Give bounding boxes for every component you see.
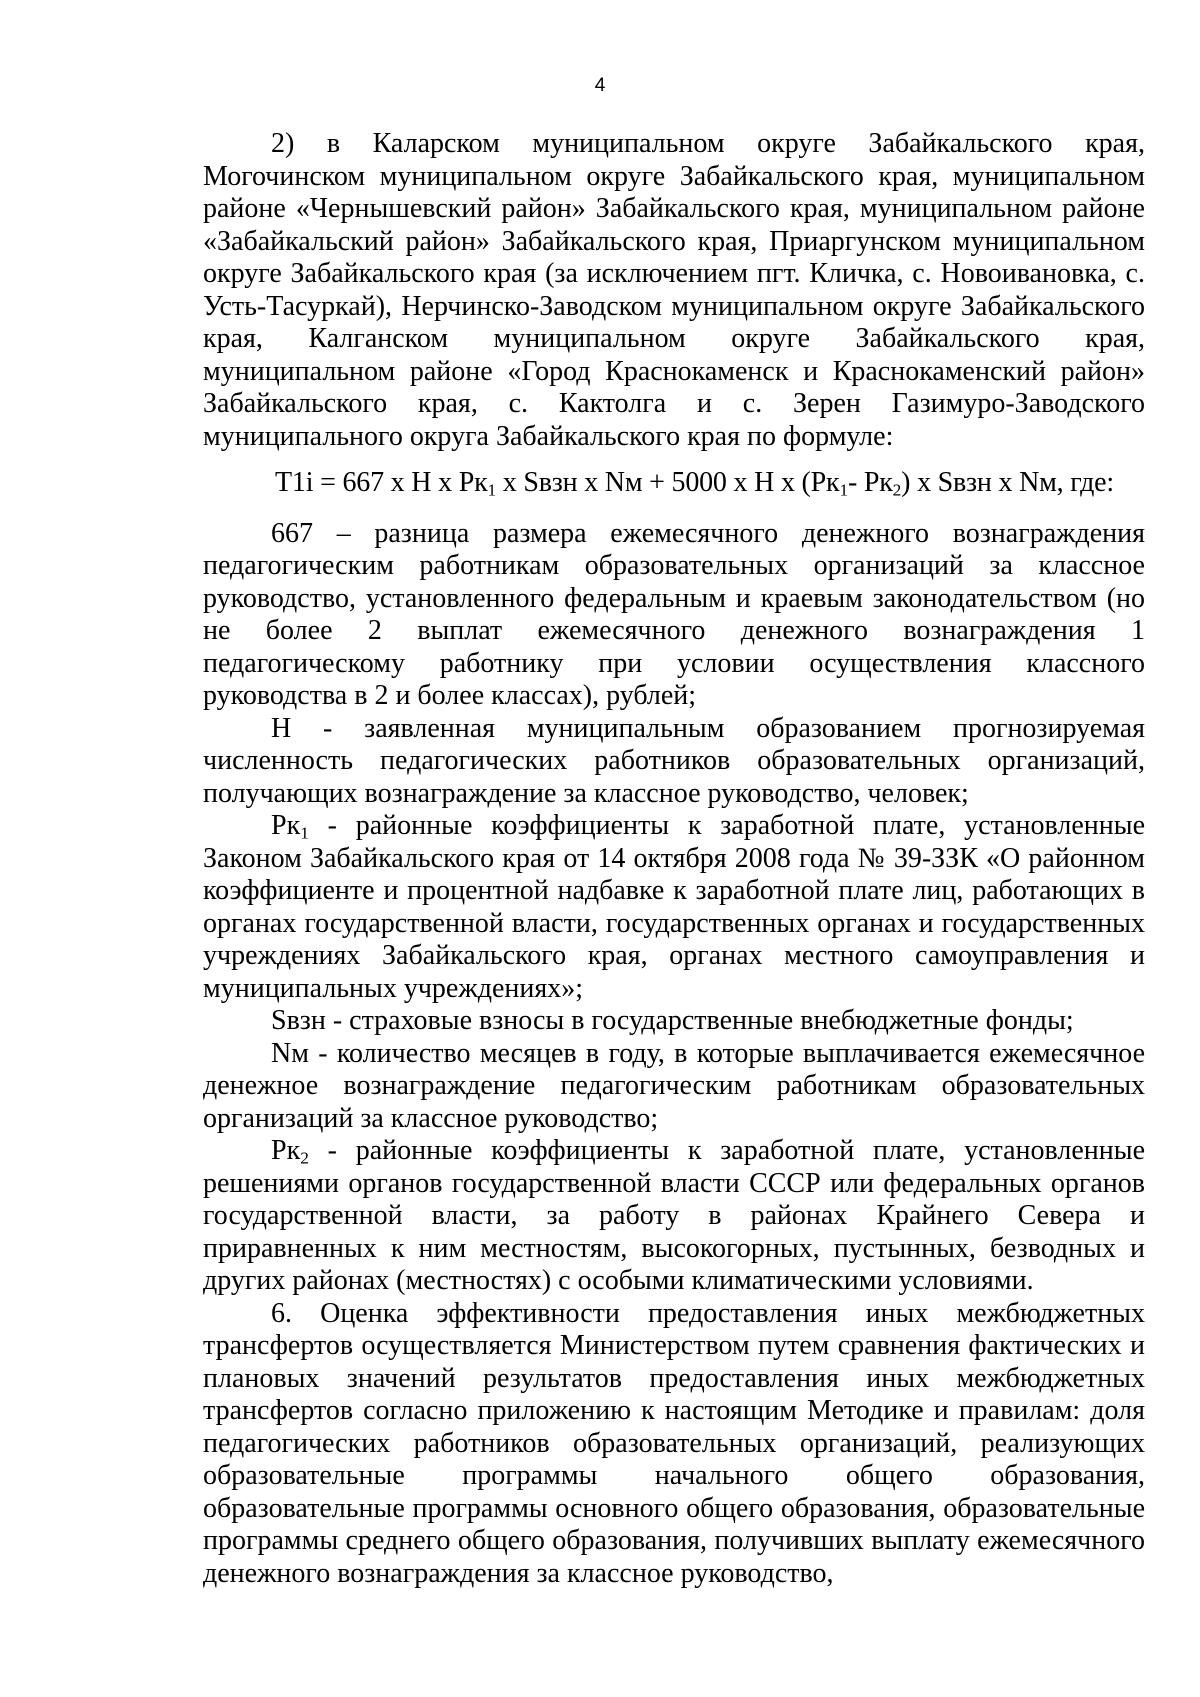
- definition-svzn: Sвзн - страховые взносы в государственные внебюджетные фонды;: [271, 1005, 1074, 1036]
- section-6-paragraph: 6. Оценка эффективности предоставления иных межбюджетных трансфертов осуществляется Министерством путем сравнения фактических и плановых значений результатов предоставления иных межбюджетных трансфертов согласно приложению к настоящим Методике и правилам: доля педагогических работников образовательных организаций, реализующих образовательные программы начального общего образования, образовательные программы основного общего образования, образовательные программы среднего общего образования, получивших выплату ежемесячного денежного вознаграждения за классное руководство,: [203, 1297, 1145, 1589]
- formula-part-3: - Pк: [847, 467, 893, 498]
- document-body: [203, 128, 1145, 1590]
- definition-pk2-symbol: Pк: [271, 1135, 301, 1166]
- page-number: 4: [594, 75, 606, 96]
- definition-667: 667 – разница размера ежемесячного денежного вознаграждения педагогическим работникам образовательных организаций за классное руководство, установленного федеральным и краевым законодательством (но не более 2 выплат ежемесячного денежного вознаграждения 1 педагогическому работнику при условии осуществления классного руководства в 2 и более классах), рублей;: [203, 517, 1145, 711]
- formula-part-2: x Sвзн x Nм + 5000 x H x (Pк: [495, 467, 840, 498]
- formula-t1i: [203, 467, 1145, 500]
- definition-nm: Nм - количество месяцев в году, в которые выплачивается ежемесячное денежное вознаграждение педагогическим работникам образовательных организаций за классное руководство;: [203, 1037, 1145, 1134]
- formula-subscript-2: 1: [839, 480, 848, 500]
- definition-pk1-symbol: Pк: [271, 810, 301, 841]
- formula-subscript-3: 2: [892, 480, 902, 500]
- definition-pk2-subscript: 2: [300, 1148, 309, 1168]
- definition-h: H - заявленная муниципальным образованием прогнозируемая численность педагогических работников образовательных организаций, получающих вознаграждение за классное руководство, человек;: [203, 712, 1145, 809]
- formula-part-4: ) x Sвзн x Nм, где:: [901, 467, 1114, 498]
- formula-part-1: T1i = 667 x H x Pк: [275, 467, 488, 498]
- definition-pk2-text: - районные коэффициенты к заработной плате, установленные решениями органов государственной власти СССР или федеральных органов государственной власти, за работу в районах Крайнего Севера и приравненных к ним местностям, высокогорных, пустынных, безводных и других районах (местностях) с особыми климатическими условиями.: [203, 1135, 1145, 1296]
- formula-subscript-1: 1: [487, 480, 496, 500]
- definition-pk1: [203, 810, 1145, 1005]
- definition-pk2: [203, 1135, 1145, 1298]
- definition-pk1-subscript: 1: [300, 823, 309, 843]
- definition-pk1-text: - районные коэффициенты к заработной плате, установленные Законом Забайкальского края от 14 октября 2008 года № 39-ЗЗК «О районном коэффициенте и процентной надбавке к заработной плате лиц, работающих в органах государственной власти, государственных органах и государственных учреждениях Забайкальского края, органах местного самоуправления и муниципальных учреждениях»;: [203, 810, 1145, 1004]
- paragraph-item-2: 2) в Каларском муниципальном округе Забайкальского края, Могочинском муниципальном округе Забайкальского края, муниципальном районе «Чернышевский район» Забайкальского края, муниципальном районе «Забайкальский район» Забайкальского края, Приаргунском муниципальном округе Забайкальского края (за исключением пгт. Кличка, с. Новоивановка, с. Усть-Тасуркай), Нерчинско-Заводском муниципальном округе Забайкальского края, Калганском муниципальном округе Забайкальского края, муниципальном районе «Город Краснокаменск и Краснокаменский район» Забайкальского края, с. Кактолга и с. Зерен Газимуро-Заводского муниципального округа Забайкальского края по формуле:: [203, 128, 1145, 452]
